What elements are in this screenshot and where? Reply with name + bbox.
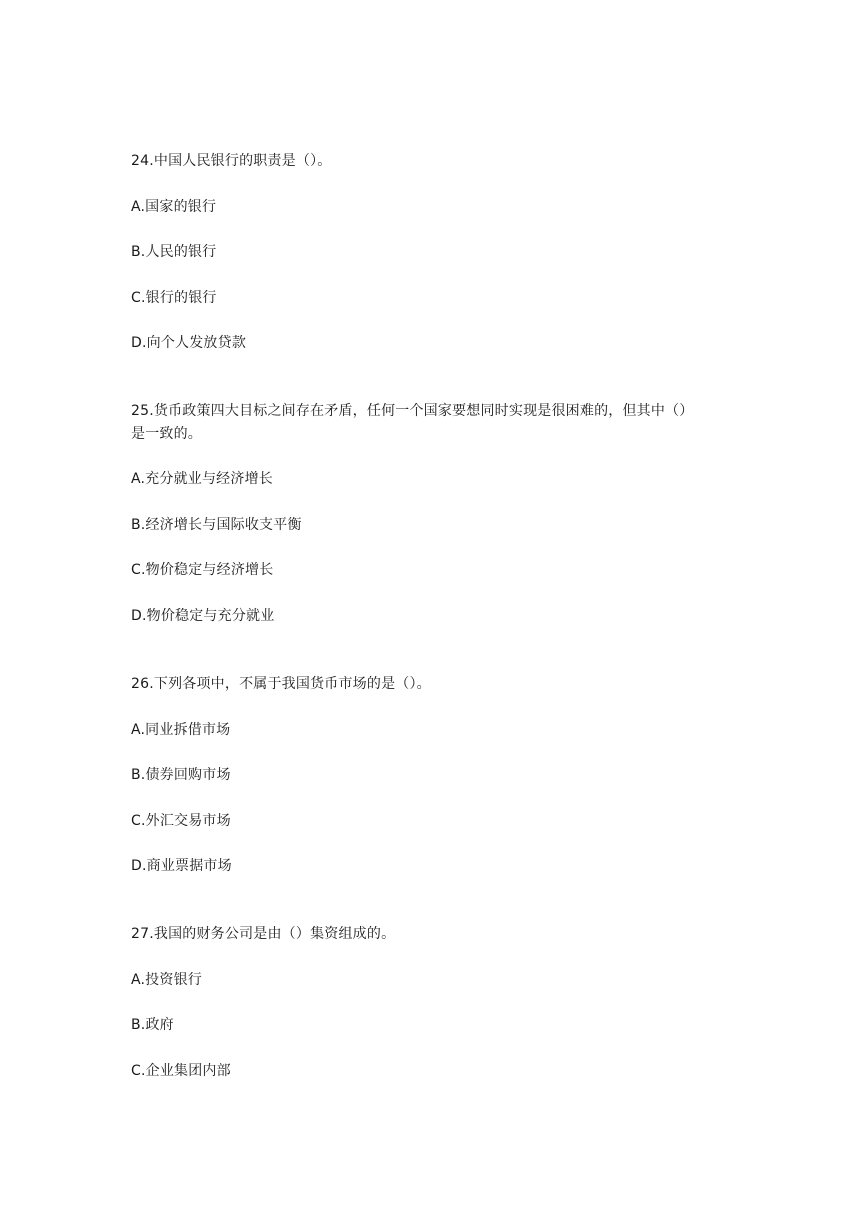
question-25-option-c: C.物价稳定与经济增长 bbox=[131, 562, 274, 578]
question-24-option-d: D.向个人发放贷款 bbox=[131, 335, 247, 351]
question-26-option-c: C.外汇交易市场 bbox=[131, 813, 231, 829]
question-27-option-a: A.投资银行 bbox=[131, 972, 202, 988]
question-25-option-d: D.物价稳定与充分就业 bbox=[131, 608, 275, 624]
question-25-option-b: B.经济增长与国际收支平衡 bbox=[131, 517, 302, 533]
question-26-option-a: A.同业拆借市场 bbox=[131, 722, 231, 738]
question-25-stem-line-2: 是一致的。 bbox=[131, 426, 202, 442]
question-24-option-b: B.人民的银行 bbox=[131, 244, 217, 260]
question-27-option-b: B.政府 bbox=[131, 1017, 174, 1033]
question-26-option-d: D.商业票据市场 bbox=[131, 858, 232, 874]
question-26-option-b: B.债券回购市场 bbox=[131, 767, 231, 783]
question-24-option-c: C.银行的银行 bbox=[131, 290, 217, 306]
question-24-option-a: A.国家的银行 bbox=[131, 199, 217, 215]
question-26-stem: 26.下列各项中，不属于我国货币市场的是（）。 bbox=[131, 676, 431, 692]
question-24-stem: 24.中国人民银行的职责是（）。 bbox=[131, 153, 332, 169]
question-25-option-a: A.充分就业与经济增长 bbox=[131, 471, 273, 487]
question-27-option-c: C.企业集团内部 bbox=[131, 1063, 231, 1079]
question-27-stem: 27.我国的财务公司是由（）集资组成的。 bbox=[131, 926, 396, 942]
question-25-stem-line-1: 25.货币政策四大目标之间存在矛盾，任何一个国家要想同时实现是很困难的，但其中（） bbox=[131, 403, 694, 419]
